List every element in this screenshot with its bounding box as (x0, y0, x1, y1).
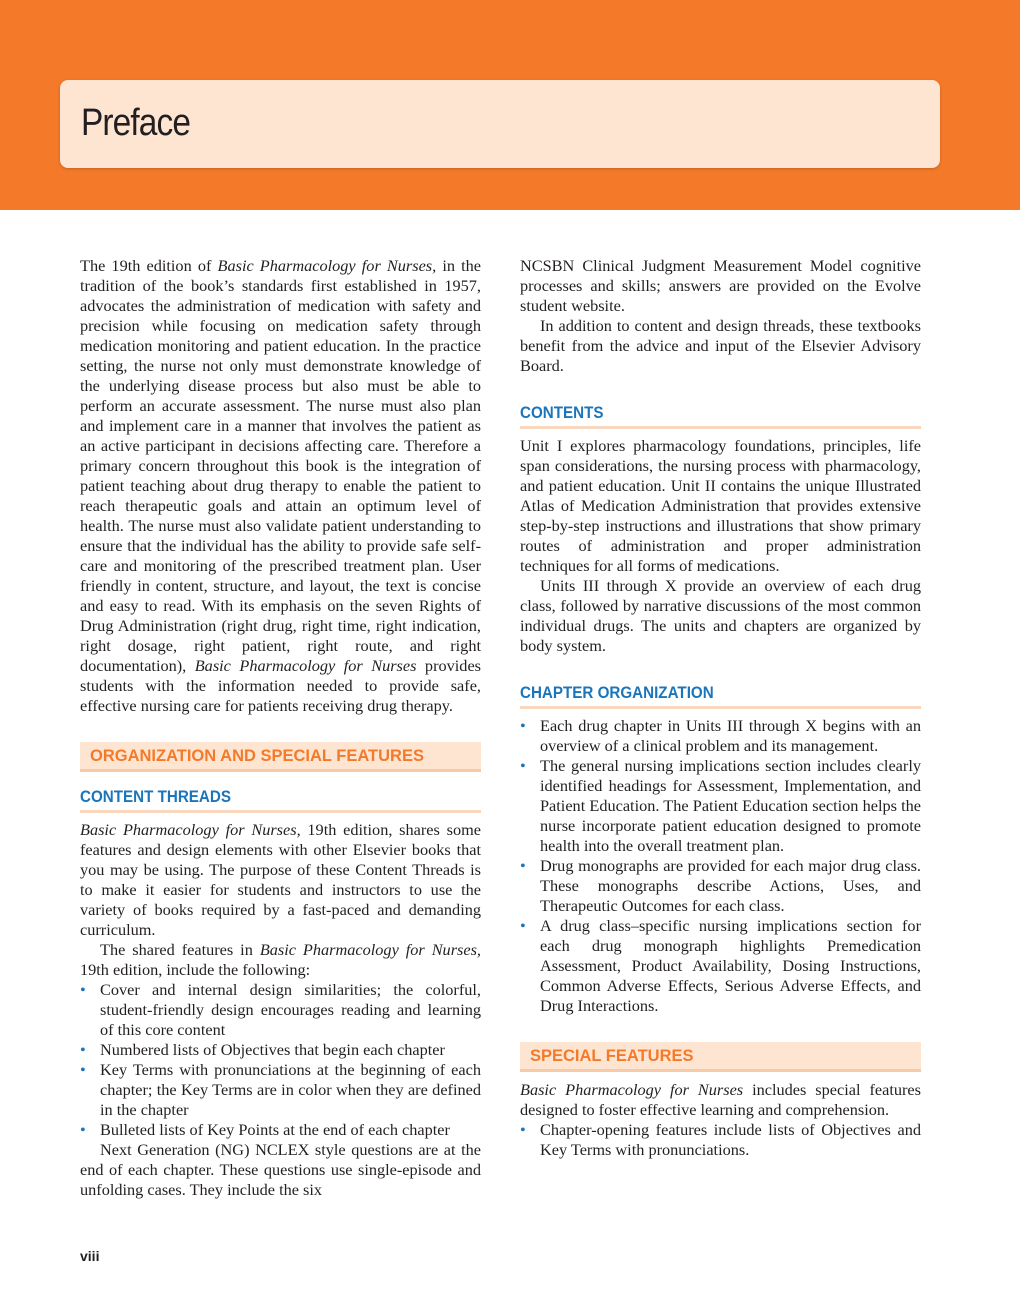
units-paragraph: Units III through X provide an overview of each drug class, followed by narrative discussions of the most common individual drugs. The units and chapters are organized by body system. (520, 576, 921, 655)
shared-features-list (80, 980, 481, 1140)
page-title: Preface (81, 102, 191, 144)
contents-paragraph: Unit I explores pharmacology foundations, principles, life span considerations, the nursing process with pharmacology, and patient education. Unit II contains the unique Illustrated Atlas of Medication Administration that provides extensive step-by-step instructions and illustrations that show primary routes of administration and proper administration techniques for all forms of medications. (520, 436, 921, 575)
chapter-organization-list (520, 716, 921, 1016)
content-threads-paragraph: Basic Pharmacology for Nurses, 19th edition, shares some features and design elements with other Elsevier books that you may be using. The purpose of these Content Threads is to make it easier for students and instructors to use the variety of books required by a fast-paced and demanding curriculum. (80, 820, 481, 939)
list-item: • A drug class–specific nursing implications section for each drug monograph highlights Premedication Assessment, Product Availability, Dosing Instructions, Common Adverse Effects, Serious Adverse Effects, and Drug Interactions. (520, 916, 921, 1016)
contents-heading: CONTENTS (520, 400, 921, 429)
list-item: • Drug monographs are provided for each major drug class. These monographs describe Actions, Uses, and Therapeutic Outcomes for each class. (520, 856, 921, 916)
ng-nclex-paragraph: Next Generation (NG) NCLEX style questions are at the end of each chapter. These questions use single-episode and unfolding cases. They include the six (80, 1140, 481, 1199)
list-item: • The general nursing implications section includes clearly identified headings for Assessment, Implementation, and Patient Education. The Patient Education section helps the nurse incorporate patient education designed to promote health into the overall treatment plan. (520, 756, 921, 856)
chapter-organization-heading: CHAPTER ORGANIZATION (520, 680, 921, 709)
ng-continued-paragraph: NCSBN Clinical Judgment Measurement Model cognitive processes and skills; answers are provided on the Evolve student website. (520, 256, 921, 315)
special-features-list (520, 1120, 921, 1160)
content-threads-heading: CONTENT THREADS (80, 784, 481, 813)
list-item: • Numbered lists of Objectives that begin each chapter (80, 1040, 481, 1060)
list-item: • Chapter-opening features include lists of Objectives and Key Terms with pronunciations. (520, 1120, 921, 1160)
header-band (0, 0, 1020, 210)
right-column (520, 256, 921, 1160)
list-item: • Each drug chapter in Units III through X begins with an overview of a clinical problem and its management. (520, 716, 921, 756)
advisory-paragraph: In addition to content and design threads, these textbooks benefit from the advice and input of the Elsevier Advisory Board. (520, 316, 921, 375)
special-features-paragraph: Basic Pharmacology for Nurses includes special features designed to foster effective learning and comprehension. (520, 1080, 921, 1119)
list-item: • Key Terms with pronunciations at the beginning of each chapter; the Key Terms are in color when they are defined in the chapter (80, 1060, 481, 1120)
left-column (80, 256, 481, 1200)
intro-paragraph: The 19th edition of Basic Pharmacology for Nurses, in the tradition of the book’s standards first established in 1957, advocates the administration of medication with safety and precision while focusing on medication safety through medication monitoring and patient education. In the practice setting, the nurse not only must demonstrate knowledge of the underlying disease process but also must be able to perform an accurate assessment. The nurse must also plan and implement care in a manner that involves the patient as an active participant in decisions affecting care. Therefore a primary concern throughout this book is the integration of patient teaching about drug therapy to enable the patient to reach therapeutic goals and attain an optimum level of health. The nurse must also validate patient understanding to ensure that the individual has the ability to provide safe self-care and monitoring of the prescribed treatment plan. User friendly in content, structure, and layout, the text is concise and easy to read. With its emphasis on the seven Rights of Drug Administration (right drug, right time, right indication, right dosage, right patient, right route, and right documentation), Basic Pharmacology for Nurses provides students with the information needed to provide safe, effective nursing care for patients receiving drug therapy. (80, 256, 482, 715)
title-box (60, 80, 940, 168)
special-features-heading: SPECIAL FEATURES (520, 1042, 921, 1072)
list-item: • Bulleted lists of Key Points at the end of each chapter (80, 1120, 481, 1140)
list-item: • Cover and internal design similarities; the colorful, student-friendly design encourages reading and learning of this core content (80, 980, 481, 1040)
page-number: viii (80, 1248, 100, 1264)
organization-heading: ORGANIZATION AND SPECIAL FEATURES (80, 742, 481, 772)
shared-features-paragraph: The shared features in Basic Pharmacology for Nurses, 19th edition, include the following: (80, 940, 482, 979)
